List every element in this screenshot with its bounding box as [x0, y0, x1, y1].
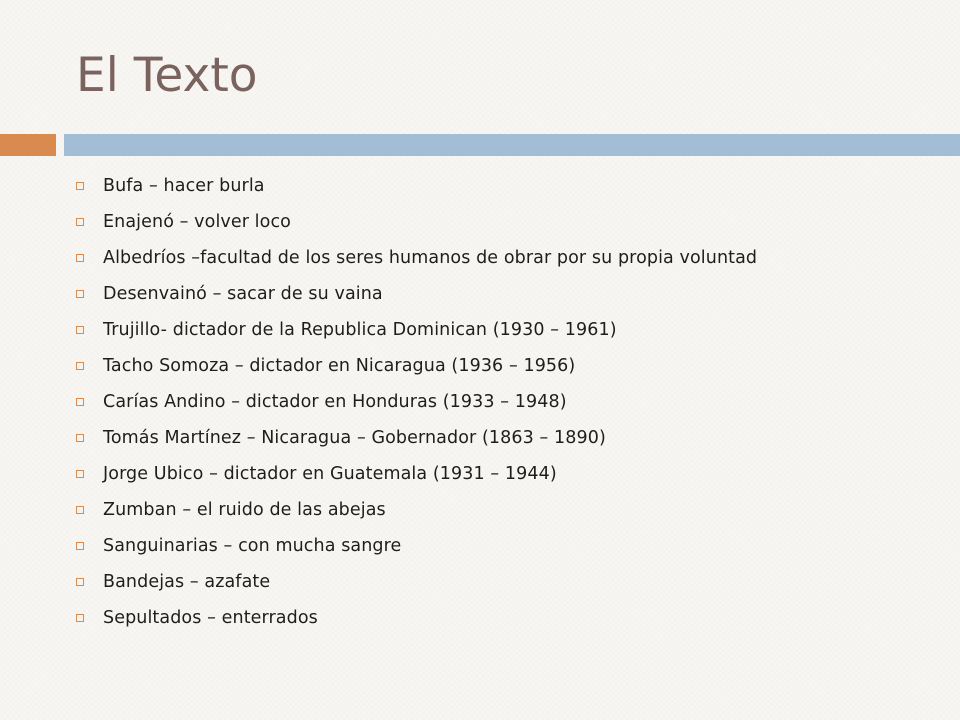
bullet-item: [76, 384, 757, 420]
hollow-square-icon: [76, 578, 84, 586]
hollow-square-icon: [76, 326, 84, 334]
bullet-text: Enajenó – volver loco: [103, 212, 291, 232]
bullet-text: Zumban – el ruido de las abejas: [103, 500, 386, 520]
title-accent-bar-orange: [0, 134, 56, 156]
bullet-item: [76, 564, 757, 600]
hollow-square-icon: [76, 470, 84, 478]
hollow-square-icon: [76, 398, 84, 406]
hollow-square-icon: [76, 362, 84, 370]
bullet-text: Sepultados – enterrados: [103, 608, 318, 628]
title-accent-bar-blue: [64, 134, 960, 156]
bullet-text: Bandejas – azafate: [103, 572, 271, 592]
bullet-item: [76, 420, 757, 456]
bullet-item: [76, 240, 757, 276]
bullet-item: [76, 456, 757, 492]
hollow-square-icon: [76, 614, 84, 622]
bullet-text: Albedríos –facultad de los seres humanos de obrar por su propia voluntad: [103, 248, 758, 268]
bullet-text: Desenvainó – sacar de su vaina: [103, 284, 383, 304]
bullet-item: [76, 492, 757, 528]
bullet-item: [76, 528, 757, 564]
bullet-text: Tacho Somoza – dictador en Nicaragua (1936 – 1956): [103, 356, 576, 376]
bullet-text: Bufa – hacer burla: [103, 176, 265, 196]
bullet-text: Tomás Martínez – Nicaragua – Gobernador (1863 – 1890): [103, 428, 606, 448]
bullet-item: [76, 168, 757, 204]
bullet-item: [76, 276, 757, 312]
hollow-square-icon: [76, 290, 84, 298]
bullet-list: [76, 168, 757, 636]
bullet-item: [76, 204, 757, 240]
bullet-item: [76, 600, 757, 636]
hollow-square-icon: [76, 218, 84, 226]
hollow-square-icon: [76, 254, 84, 262]
hollow-square-icon: [76, 542, 84, 550]
bullet-item: [76, 312, 757, 348]
slide-title: El Texto: [76, 48, 258, 103]
bullet-text: Trujillo- dictador de la Republica Dominican (1930 – 1961): [103, 320, 617, 340]
hollow-square-icon: [76, 434, 84, 442]
bullet-item: [76, 348, 757, 384]
bullet-text: Jorge Ubico – dictador en Guatemala (1931 – 1944): [103, 464, 557, 484]
hollow-square-icon: [76, 506, 84, 514]
bullet-text: Carías Andino – dictador en Honduras (1933 – 1948): [103, 392, 567, 412]
hollow-square-icon: [76, 182, 84, 190]
bullet-text: Sanguinarias – con mucha sangre: [103, 536, 402, 556]
